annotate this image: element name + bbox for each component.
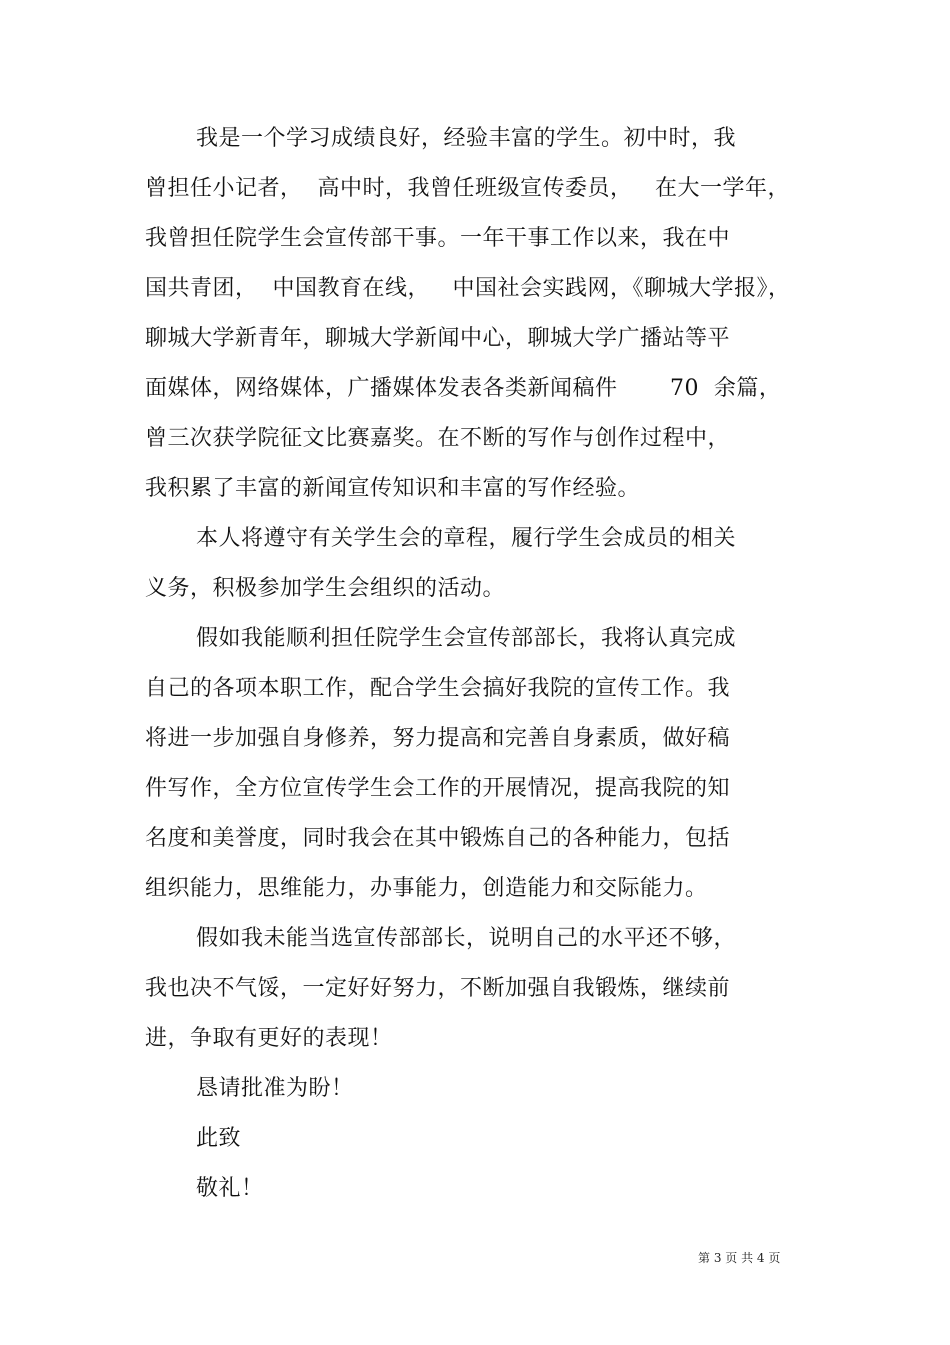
paragraph-4-line-1: 假如我未能当选宣传部部长，说明自己的水平还不够， <box>196 926 737 951</box>
paragraph-3-line-6: 组织能力，思维能力，办事能力，创造能力和交际能力。 <box>145 876 708 901</box>
paragraph-1-line-2: 曾担任小记者， 高中时，我曾任班级宣传委员， 在大一学年， <box>145 176 790 201</box>
paragraph-1-line-6: 面媒体，网络媒体，广播媒体发表各类新闻稿件 70 余篇， <box>145 376 782 401</box>
paragraph-1-line-3: 我曾担任院学生会宣传部干事。一年干事工作以来，我在中 <box>145 226 731 251</box>
paragraph-3-line-2: 自己的各项本职工作，配合学生会搞好我院的宣传工作。我 <box>145 676 731 701</box>
paragraph-1-line-8: 我积累了丰富的新闻宣传知识和丰富的写作经验。 <box>145 476 641 501</box>
paragraph-2-line-2: 义务，积极参加学生会组织的活动。 <box>145 576 506 601</box>
paragraph-3-line-3: 将进一步加强自身修养，努力提高和完善自身素质，做好稿 <box>145 726 731 751</box>
paragraph-3-line-4: 件写作，全方位宣传学生会工作的开展情况，提高我院的知 <box>145 776 731 801</box>
paragraph-1-line-5: 聊城大学新青年，聊城大学新闻中心，聊城大学广播站等平 <box>145 326 731 351</box>
page-number-footer: 第 3 页 共 4 页 <box>698 1251 781 1265</box>
paragraph-2-line-1: 本人将遵守有关学生会的章程，履行学生会成员的相关 <box>196 526 737 551</box>
paragraph-4-line-2: 我也决不气馁，一定好好努力，不断加强自我锻炼，继续前 <box>145 976 731 1001</box>
closing-regards: 敬礼！ <box>196 1176 264 1201</box>
paragraph-1-line-1: 我是一个学习成绩良好，经验丰富的学生。初中时，我 <box>196 126 737 151</box>
paragraph-4-line-3: 进，争取有更好的表现！ <box>145 1026 393 1051</box>
paragraph-1-line-7: 曾三次获学院征文比赛嘉奖。在不断的写作与创作过程中， <box>145 426 731 451</box>
closing-salutation: 此致 <box>196 1126 242 1151</box>
closing-request: 恳请批准为盼！ <box>196 1076 354 1101</box>
paragraph-3-line-5: 名度和美誉度，同时我会在其中锻炼自己的各种能力，包括 <box>145 826 731 851</box>
paragraph-1-line-4: 国共青团， 中国教育在线， 中国社会实践网，《聊城大学报》， <box>145 276 791 301</box>
paragraph-3-line-1: 假如我能顺利担任院学生会宣传部部长，我将认真完成 <box>196 626 737 651</box>
